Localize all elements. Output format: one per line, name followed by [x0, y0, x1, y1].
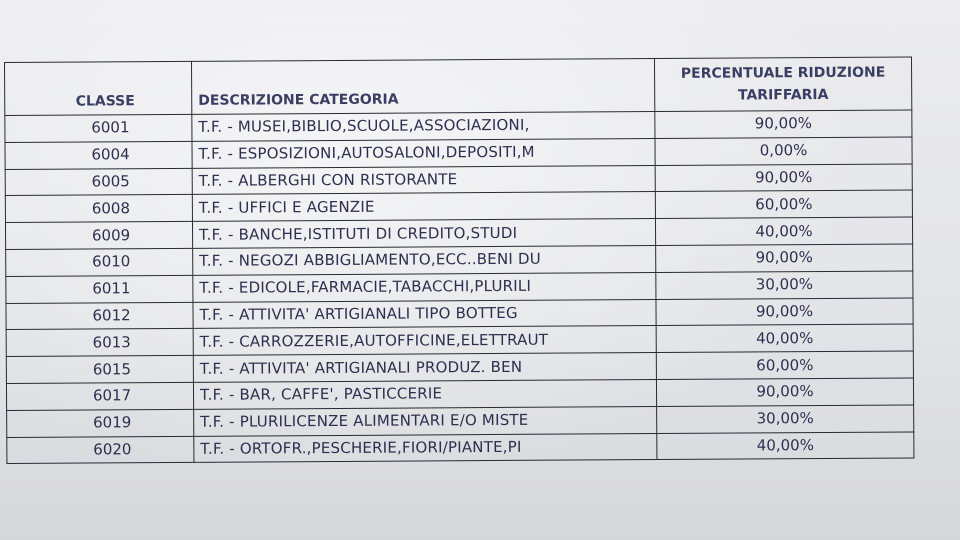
cell-classe: 6010: [6, 248, 193, 276]
cell-classe: 6012: [6, 302, 193, 330]
cell-descrizione: T.F. - NEGOZI ABBIGLIAMENTO,ECC..BENI DU: [193, 246, 656, 276]
cell-descrizione: T.F. - UFFICI E AGENZIE: [192, 192, 655, 222]
cell-classe: 6017: [6, 382, 193, 410]
cell-percentuale: 60,00%: [656, 351, 913, 379]
cell-classe: 6015: [6, 356, 193, 384]
cell-percentuale: 30,00%: [656, 271, 913, 299]
tariff-reduction-table: [4, 56, 914, 464]
cell-descrizione: T.F. - CARROZZERIE,AUTOFFICINE,ELETTRAUT: [193, 326, 656, 356]
header-percentuale-line1: PERCENTUALE RIDUZIONE: [680, 64, 886, 82]
header-classe: CLASSE: [5, 61, 192, 115]
cell-percentuale: 90,00%: [655, 110, 912, 138]
table-body: [5, 110, 914, 464]
cell-classe: 6004: [5, 141, 192, 169]
cell-descrizione: T.F. - MUSEI,BIBLIO,SCUOLE,ASSOCIAZIONI,: [192, 112, 655, 142]
table-row: [7, 432, 914, 464]
cell-percentuale: 0,00%: [655, 137, 912, 165]
cell-descrizione: T.F. - ESPOSIZIONI,AUTOSALONI,DEPOSITI,M: [192, 138, 655, 168]
cell-percentuale: 90,00%: [656, 298, 913, 326]
cell-classe: 6009: [5, 222, 192, 250]
cell-descrizione: T.F. - ATTIVITA' ARTIGIANALI PRODUZ. BEN: [193, 353, 656, 383]
cell-classe: 6005: [5, 168, 192, 196]
cell-percentuale: 90,00%: [656, 378, 913, 406]
cell-percentuale: 90,00%: [655, 164, 912, 192]
header-row: [5, 57, 912, 116]
cell-percentuale: 60,00%: [655, 190, 912, 218]
tariff-reduction-table-wrapper: [4, 56, 914, 464]
cell-classe: 6019: [7, 409, 194, 437]
cell-descrizione: T.F. - BAR, CAFFE', PASTICCERIE: [193, 379, 656, 409]
cell-percentuale: 30,00%: [657, 405, 914, 433]
cell-descrizione: T.F. - ORTOFR.,PESCHERIE,FIORI/PIANTE,PI: [194, 433, 657, 463]
cell-classe: 6011: [6, 275, 193, 303]
header-percentuale: [654, 57, 911, 112]
cell-classe: 6008: [5, 195, 192, 223]
cell-classe: 6013: [6, 329, 193, 357]
cell-descrizione: T.F. - EDICOLE,FARMACIE,TABACCHI,PLURILI: [193, 272, 656, 302]
cell-percentuale: 40,00%: [657, 432, 914, 460]
cell-descrizione: T.F. - ATTIVITA' ARTIGIANALI TIPO BOTTEG: [193, 299, 656, 329]
cell-percentuale: 40,00%: [655, 217, 912, 245]
cell-classe: 6001: [5, 114, 192, 142]
header-percentuale-line2: TARIFFARIA: [737, 86, 829, 104]
cell-descrizione: T.F. - BANCHE,ISTITUTI DI CREDITO,STUDI: [192, 219, 655, 249]
table-header: [5, 57, 912, 116]
cell-classe: 6020: [7, 436, 194, 464]
cell-descrizione: T.F. - PLURILICENZE ALIMENTARI E/O MISTE: [194, 406, 657, 436]
header-descrizione: DESCRIZIONE CATEGORIA: [191, 59, 654, 115]
cell-percentuale: 90,00%: [656, 244, 913, 272]
cell-percentuale: 40,00%: [656, 324, 913, 352]
cell-descrizione: T.F. - ALBERGHI CON RISTORANTE: [192, 165, 655, 195]
